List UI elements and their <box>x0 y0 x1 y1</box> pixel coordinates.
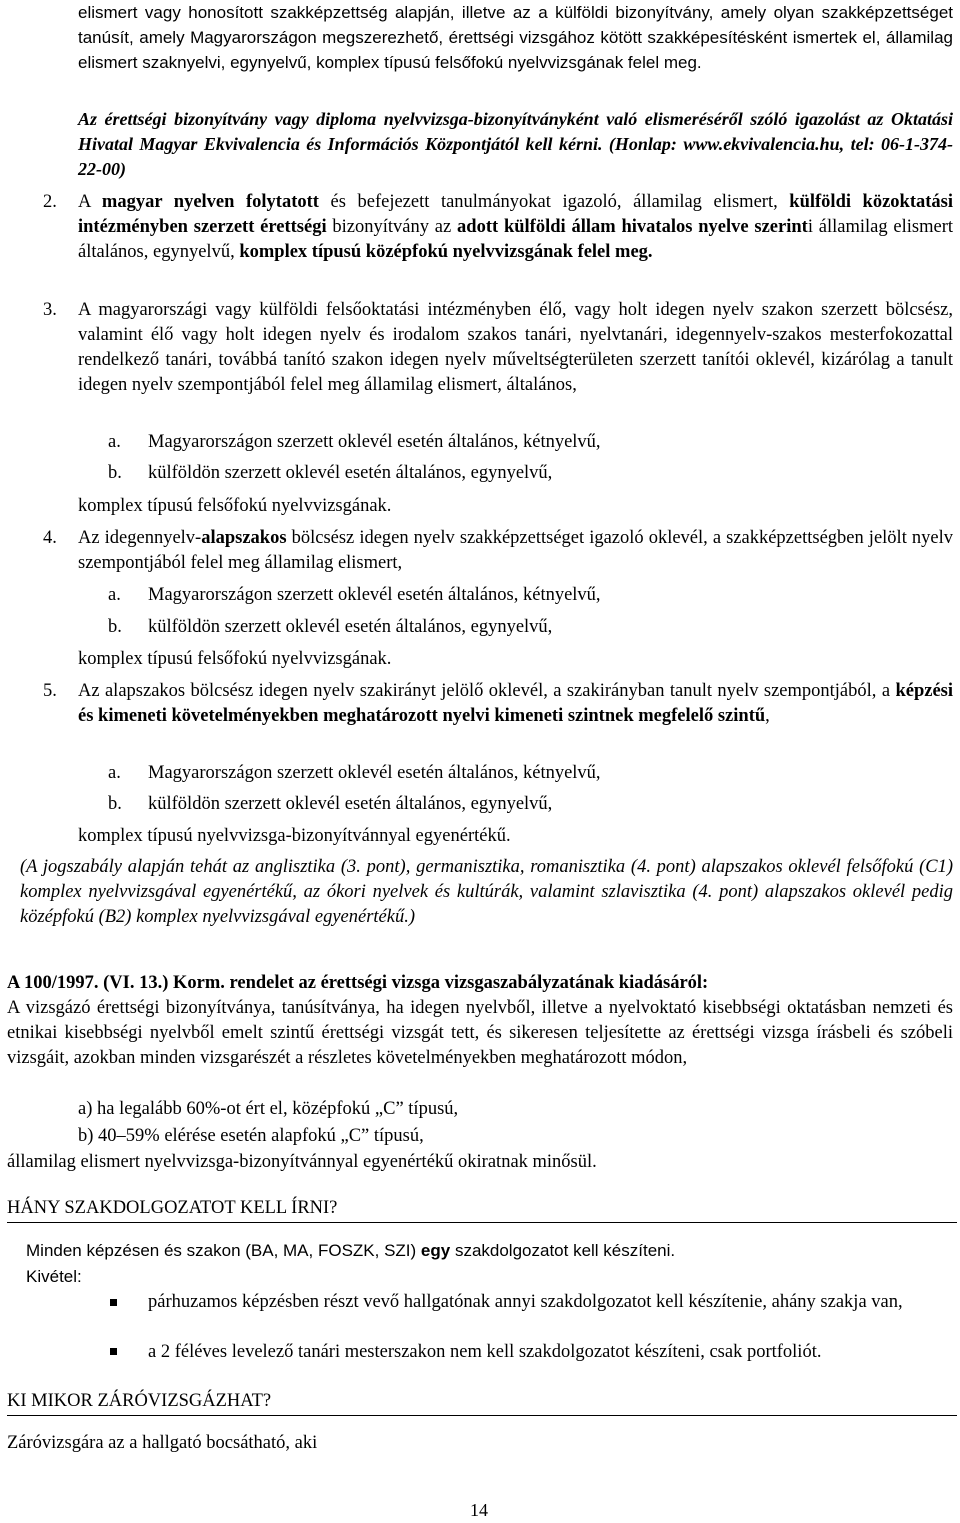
item-number-5: 5. <box>43 681 57 701</box>
item-3-sub-a: a. Magyarországon szerzett oklevél esetén általános, kétnyelvű, <box>108 432 601 452</box>
item-4-closing: komplex típusú felsőfokú nyelvvizsgának. <box>78 649 392 669</box>
item-5-text: Az alapszakos bölcsész idegen nyelv szakirányt jelölő oklevél, a szakirányban tanult nyelv szempontjából, a képzési és kimeneti követelményekben meghatározott nyelvi kimeneti szintnek megfelelő szintű, <box>78 681 953 726</box>
final-exam-text: Záróvizsgára az a hallgató bocsátható, aki <box>7 1433 318 1453</box>
section-heading-final-exam: KI MIKOR ZÁRÓVIZSGÁZHAT? <box>7 1391 272 1411</box>
continuation-paragraph: elismert vagy honosított szakképzettség alapján, illetve az a külföldi bizonyítvány, amely olyan szakképzettséget tanúsít, amely Magyarországon megszerezhető, érettségi vizsgához kötött szakképesítésként ismertek el, államilag elismert szaknyelvi, egynyelvű, komplex típusú felsőfokú nyelvvizsgának felel meg. <box>78 3 953 72</box>
item-3-sub-b: b. külföldön szerzett oklevél esetén általános, egynyelvű, <box>108 463 553 483</box>
item-number-3: 3. <box>43 300 57 320</box>
section-divider <box>7 1222 957 1223</box>
item-number-4: 4. <box>43 528 57 548</box>
page-number: 14 <box>470 1500 488 1520</box>
legal-note: (A jogszabály alapján tehát az anglisztika (3. pont), germanisztika, romanisztika (4. pont) alapszakos oklevél felsőfokú (C1) komplex nyelvvizsgával egyenértékű, az ókori nyelvek és kultúrák, valamint szlavisztika (4. pont) alapszakos oklevél pedig középfokú (B2) komplex nyelvvizsgával egyenértékű.) <box>20 857 953 927</box>
decree-option-b: b) 40–59% elérése esetén alapfokú „C” típusú, <box>78 1126 424 1146</box>
decree-body: A vizsgázó érettségi bizonyítványa, tanúsítványa, ha idegen nyelvből, illetve a nyelvoktató kisebbségi oktatásban nemzeti és etnikai kisebbségi nyelvből emelt szintű érettségi vizsgát tett, és sikeresen teljesítette az érettségi vizsga írásbeli és szóbeli vizsgáit, azokban minden vizsgarészét a részletes követelményekben meghatározott módon, <box>7 998 953 1068</box>
item-3-text: A magyarországi vagy külföldi felsőoktatási intézményben élő, vagy holt idegen nyelv szakon szerzett bölcsész, valamint élő vagy holt idegen nyelv és irodalom szakos tanári, nyelvtanári, idegennyelv-szakos mesterfokozattal rendelkező tanári, továbbá tanító szakon idegen nyelv műveltségterületen szerzett tanítói oklevél, kizárólag a tanult idegen nyelv szempontjából felel meg államilag elismert, általános, <box>78 300 953 395</box>
section-divider <box>7 1415 957 1416</box>
bullet-marker <box>110 1299 117 1306</box>
exception-label: Kivétel: <box>26 1267 82 1286</box>
item-2-text: A magyar nyelven folytatott és befejezett tanulmányokat igazoló, államilag elismert, külföldi közoktatási intézményben szerzett érettségi bizonyítvány az adott külföldi állam hivatalos nyelve szerinti államilag elismert általános, egynyelvű, komplex típusú középfokú nyelvvizsgának felel meg. <box>78 192 954 262</box>
exception-item-2: a 2 féléves levelező tanári mesterszakon nem kell szakdolgozatot készíteni, csak portfoliót. <box>148 1342 822 1362</box>
item-3-closing: komplex típusú felsőfokú nyelvvizsgának. <box>78 496 392 516</box>
thesis-rule-text: Minden képzésen és szakon (BA, MA, FOSZK, SZI) egy szakdolgozatot kell készíteni. <box>26 1241 676 1260</box>
item-4-sub-a: a. Magyarországon szerzett oklevél esetén általános, kétnyelvű, <box>108 585 601 605</box>
item-number-2: 2. <box>43 192 57 212</box>
section-heading-thesis: HÁNY SZAKDOLGOZATOT KELL ÍRNI? <box>7 1198 338 1218</box>
item-5-sub-a: a. Magyarországon szerzett oklevél esetén általános, kétnyelvű, <box>108 763 601 783</box>
decree-option-a: a) ha legalább 60%-ot ért el, középfokú „C” típusú, <box>78 1099 459 1119</box>
item-5-sub-b: b. külföldön szerzett oklevél esetén általános, egynyelvű, <box>108 794 553 814</box>
item-4-text: Az idegennyelv-alapszakos bölcsész idegen nyelv szakképzettséget igazoló oklevél, a szakképzettségben jelölt nyelv szempontjából felel meg államilag elismert, <box>78 528 953 573</box>
item-4-sub-b: b. külföldön szerzett oklevél esetén általános, egynyelvű, <box>108 617 553 637</box>
decree-closing: államilag elismert nyelvvizsga-bizonyítvánnyal egyenértékű okiratnak minősül. <box>7 1152 597 1172</box>
decree-title: A 100/1997. (VI. 13.) Korm. rendelet az érettségi vizsga vizsgaszabályzatának kiadásáról: <box>7 973 709 993</box>
exception-item-1: párhuzamos képzésben részt vevő hallgatónak annyi szakdolgozatot kell készítenie, ahány szakja van, <box>148 1292 903 1312</box>
item-5-closing: komplex típusú nyelvvizsga-bizonyítvánnyal egyenértékű. <box>78 826 511 846</box>
ekvivalencia-notice: Az érettségi bizonyítvány vagy diploma nyelvvizsga-bizonyítványként való elismeréséről szóló igazolást az Oktatási Hivatal Magyar Ekvivalencia és Információs Központjától kell kérni. (Honlap: www.ekvivalencia.hu, tel: 06-1-374-22-00) <box>78 109 953 179</box>
bullet-marker <box>110 1348 117 1355</box>
